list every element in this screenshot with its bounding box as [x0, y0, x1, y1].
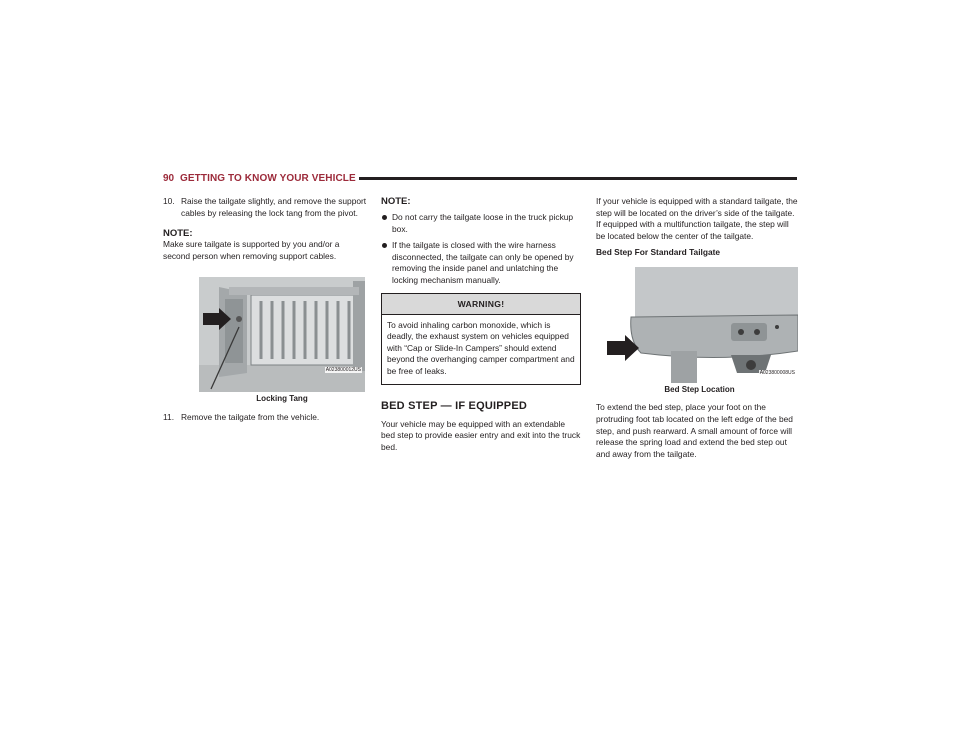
figure-code: A023800008US [759, 370, 795, 377]
step-number: 11. [163, 412, 175, 423]
page-number: 90 [163, 173, 175, 184]
column-middle [381, 196, 581, 453]
column-right [596, 196, 798, 460]
figure-caption: Locking Tang [256, 394, 308, 404]
bullet-item [381, 212, 581, 235]
figure-bed-step [601, 267, 798, 383]
tailgate-illustration [199, 277, 365, 392]
bullet-text: Do not carry the tailgate loose in the truck pickup box. [392, 212, 574, 234]
header-rule [359, 177, 797, 180]
warning-title: WARNING! [382, 294, 580, 315]
step-text: Remove the tailgate from the vehicle. [181, 412, 320, 423]
bumper-illustration [601, 267, 798, 383]
bullet-text: If the tailgate is closed with the wire harness disconnected, the tailgate can only be opened by removing the inside panel and unlatching the locking mechanism manually. [392, 240, 574, 285]
bullet-dot [382, 243, 387, 248]
warning-text: To avoid inhaling carbon monoxide, which is deadly, the exhaust system on vehicles equipped with “Cap or Slide-In Campers” should extend beyond the overhanging camper compartment and be free of leaks. [387, 319, 575, 376]
step-11 [163, 412, 367, 424]
step-number: 10. [163, 196, 175, 206]
bed-step-extend-text: To extend the bed step, place your foot on the protruding foot tab located on the left edge of the bed step, and push rearward. A small amount of force will release the spring load and extend the bed step out and away from the tailgate. [596, 402, 793, 459]
section-heading: BED STEP — IF EQUIPPED [381, 399, 528, 412]
bullet-item [381, 240, 581, 286]
page-header [163, 173, 797, 187]
figure-caption: Bed Step Location [664, 385, 735, 395]
figure-locking-tang [199, 277, 365, 392]
step-text: Raise the tailgate slightly, and remove the support cables by releasing the lock tang from the pivot. [181, 196, 367, 218]
bed-step-intro: Your vehicle may be equipped with an extendable bed step to provide easier entry and exit into the truck bed. [381, 418, 581, 452]
column-left [163, 196, 367, 424]
figure-code: A023800012US [325, 367, 361, 374]
note-heading: NOTE: [163, 228, 193, 240]
bed-step-location-text: If your vehicle is equipped with a standard tailgate, the step will be located on the driver’s side of the tailgate. If equipped with a multifunction tailgate, the step will be located below the center of the tailgate. [596, 196, 798, 241]
subheading: Bed Step For Standard Tailgate [596, 247, 721, 258]
step-10 [163, 196, 367, 219]
note-heading: NOTE: [381, 196, 411, 207]
warning-box [381, 293, 581, 385]
section-title: GETTING TO KNOW YOUR VEHICLE [180, 173, 356, 184]
bullet-dot [382, 215, 387, 220]
note-text: Make sure tailgate is supported by you and/or a second person when removing support cables. [163, 239, 340, 261]
